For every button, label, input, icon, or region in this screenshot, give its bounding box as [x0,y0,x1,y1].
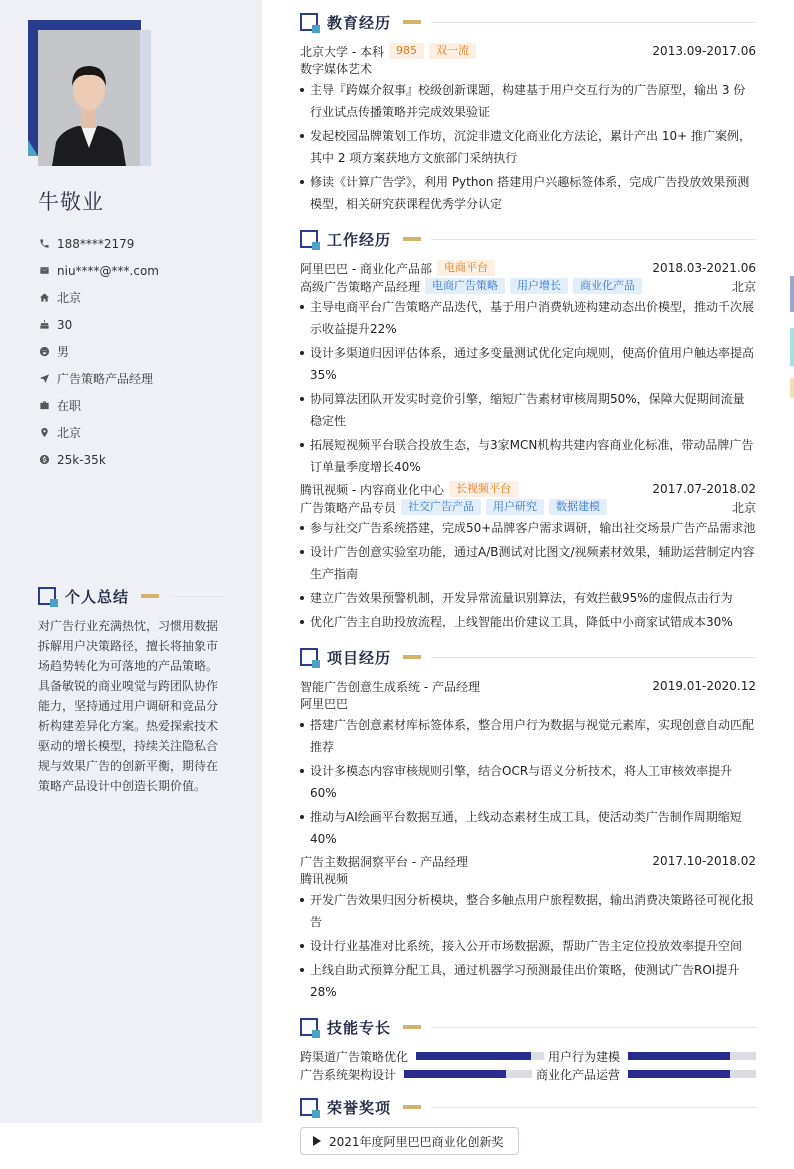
work-header [300,229,756,249]
list-item: 上线自助式预算分配工具，通过机器学习预测最佳出价策略，使测试广告ROI提升28% [300,959,756,1003]
summary-title: 个人总结 [65,587,130,606]
education-row [300,42,756,60]
role-tag: 电商广告策略 [425,278,505,294]
list-item: 主导『跨媒介叙事』校级创新课题，构建基于用户交互行为的广告原型，输出 3 份行业试点传播策略并完成效果验证 [300,79,756,123]
job-period: 2017.07-2018.02 [652,482,756,496]
contact-phone: 188****2179 [38,230,248,257]
photo-corner-mark [28,140,38,156]
education-section [300,12,756,215]
project-period: 2019.01-2020.12 [652,679,756,693]
skill-label: 跨渠道广告策略优化 [300,1049,409,1064]
job-header-row [300,259,756,277]
work-title: 工作经历 [327,230,392,249]
project-header-row [300,852,756,870]
project-header-row [300,677,756,695]
skill-track [628,1070,756,1078]
skill-row [300,1047,756,1065]
list-item: 设计行业基准对比系统，接入公开市场数据源，帮助广告主定位投放效率提升空间 [300,935,756,957]
section-divider [431,22,756,23]
list-item: 开发广告效果归因分析模块，整合多触点用户旅程数据，输出消费决策路径可视化报告 [300,889,756,933]
project-org: 阿里巴巴 [300,697,349,711]
job-period: 2018.03-2021.06 [652,261,756,275]
job-bullets [300,517,756,633]
section-marker-icon [300,230,318,248]
job-city: 北京 [731,279,756,294]
school-tag: 985 [389,43,424,59]
list-item: 设计广告创意实验室功能，通过A/B测试对比图文/视频素材效果，辅助运营制定内容生产指南 [300,541,756,585]
job-role: 广告策略产品专员 [300,500,397,515]
contact-gender: 男 [38,338,248,365]
send-icon [38,373,50,385]
skills-section [300,1017,756,1083]
school-tag: 双一流 [429,43,476,59]
section-accent-bar [403,237,421,241]
education-period: 2013.09-2017.06 [652,44,756,58]
job-role-row [300,498,756,516]
projects-header [300,647,756,667]
phone-icon [38,238,50,250]
list-item: 拓展短视频平台联合投放生态，与3家MCN机构共建内容商业化标准，带动品牌广告订单量季度增长40% [300,434,756,478]
project-name: 广告主数据洞察平台 - 产品经理 [300,854,468,869]
edge-mark [790,328,794,366]
section-marker-icon [300,1018,318,1036]
skills-header [300,1017,756,1037]
section-divider [169,596,228,597]
job-entry [300,259,756,478]
skill-item [300,1048,548,1065]
school-name: 北京大学 - 本科 [300,44,384,59]
face-icon [38,346,50,358]
project-org: 腾讯视频 [300,872,349,886]
summary-text: 对广告行业充满热忱，习惯用数据拆解用户决策路径，擅长将抽象市场趋势转化为可落地的产品策略。具备敏锐的商业嗅觉与跨团队协作能力，坚持通过用户调研和竞品分析构建差异化方案。热爱探索技术驱动的增长模型，持续关注隐私合规与效果广告的创新平衡，期待在策略产品设计中创造长期价值。 [38,619,219,793]
role-tag: 社交广告产品 [401,499,481,515]
project-entry [300,677,756,850]
section-accent-bar [403,1025,421,1029]
job-role: 高级广告策略产品经理 [300,279,421,294]
section-divider [431,1027,756,1028]
contact-age: 30 [38,311,248,338]
job-header-row [300,480,756,498]
project-bullets [300,889,756,1003]
list-item: 发起校园品牌策划工作坊，沉淀非遗文化商业化方法论，累计产出 10+ 推广案例，其中 2 项方案获地方文旅部门采纳执行 [300,125,756,169]
company-name: 阿里巴巴 - 商业化产品部 [300,261,432,276]
section-accent-bar [403,20,421,24]
salary-icon [38,454,50,466]
list-item: 设计多模态内容审核规则引擎，结合OCR与语义分析技术，将人工审核效率提升60% [300,760,756,804]
list-item: 优化广告主自助投放流程，上线智能出价建议工具，降低中小商家试错成本30% [300,611,756,633]
list-item: 设计多渠道归因评估体系，通过多变量测试优化定向规则，使高价值用户触达率提高35% [300,342,756,386]
photo-shadow [140,30,151,166]
job-bullets [300,296,756,478]
education-major: 数字媒体艺术 [300,62,373,76]
project-period: 2017.10-2018.02 [652,854,756,868]
section-marker-icon [38,587,56,605]
edge-mark [790,276,794,312]
section-divider [431,657,756,658]
company-tag: 长视频平台 [449,481,518,497]
projects-section [300,647,756,1003]
skill-label: 商业化产品运营 [536,1067,621,1082]
section-marker-icon [300,1098,318,1116]
company-tag: 电商平台 [437,260,495,276]
summary-header [38,586,228,606]
section-marker-icon [300,648,318,666]
list-item: 建立广告效果预警机制，开发异常流量识别算法，有效拦截95%的虚假点击行为 [300,587,756,609]
skill-label: 广告系统架构设计 [300,1067,397,1082]
job-city: 北京 [731,500,756,515]
work-section [300,229,756,633]
award-item [300,1127,519,1155]
home-icon [38,292,50,304]
role-tag: 用户研究 [486,499,544,515]
briefcase-icon [38,400,50,412]
list-item: 参与社交广告系统搭建，完成50+品牌客户需求调研，输出社交场景广告产品需求池 [300,517,756,539]
section-divider [431,239,756,240]
location-icon [38,427,50,439]
project-name: 智能广告创意生成系统 - 产品经理 [300,679,480,694]
skills-grid [300,1047,756,1083]
section-accent-bar [403,655,421,659]
skill-fill [416,1052,531,1060]
awards-header [300,1097,756,1117]
section-divider [431,1107,756,1108]
skill-fill [404,1070,506,1078]
job-role-row [300,277,756,295]
skill-label: 用户行为建模 [548,1049,621,1064]
list-item: 主导电商平台广告策略产品迭代，基于用户消费轨迹构建动态出价模型，推动千次展示收益提升22% [300,296,756,340]
main-content [300,12,756,1169]
skill-item [536,1066,756,1083]
skill-track [628,1052,756,1060]
contact-salary: 25k-35k [38,446,248,473]
project-entry [300,852,756,1003]
contact-position: 广告策略产品经理 [38,365,248,392]
projects-title: 项目经历 [327,648,392,667]
awards-title: 荣誉奖项 [327,1098,392,1117]
list-item: 协同算法团队开发实时竞价引擎，缩短广告素材审核周期50%，保障大促期间流量稳定性 [300,388,756,432]
skills-title: 技能专长 [327,1018,392,1037]
list-item: 修读《计算广告学》，利用 Python 搭建用户兴趣标签体系，完成广告投放效果预测模型，相关研究获课程优秀学分认定 [300,171,756,215]
sidebar [0,0,262,1123]
skill-fill [628,1052,730,1060]
education-header [300,12,756,32]
contact-email: niu****@***.com [38,257,248,284]
contact-status: 在职 [38,392,248,419]
award-label: 2021年度阿里巴巴商业化创新奖 [329,1134,504,1149]
skill-fill [628,1070,730,1078]
skill-row [300,1065,756,1083]
role-tag: 用户增长 [510,278,568,294]
cake-icon [38,319,50,331]
list-item: 搭建广告创意素材库标签体系，整合用户行为数据与视觉元素库，实现创意自动匹配推荐 [300,714,756,758]
edge-mark [790,378,794,398]
contact-location: 北京 [38,419,248,446]
role-tag: 数据建模 [549,499,607,515]
education-bullets [300,79,756,215]
mail-icon [38,265,50,277]
skill-item [548,1048,756,1065]
contact-list [38,230,248,473]
avatar [38,30,140,166]
section-accent-bar [141,594,159,598]
skill-item [300,1066,536,1083]
skill-track [404,1070,532,1078]
section-accent-bar [403,1105,421,1109]
role-tag: 商业化产品 [573,278,642,294]
education-title: 教育经历 [327,13,392,32]
skill-track [416,1052,544,1060]
awards-section [300,1097,756,1155]
contact-home: 北京 [38,284,248,311]
play-icon [313,1136,321,1146]
company-name: 腾讯视频 - 内容商业化中心 [300,482,444,497]
section-marker-icon [300,13,318,31]
candidate-name: 牛敬业 [38,190,104,214]
list-item: 推动与AI绘画平台数据互通，上线动态素材生成工具，使活动类广告制作周期缩短40% [300,806,756,850]
project-bullets [300,714,756,850]
job-entry [300,480,756,633]
